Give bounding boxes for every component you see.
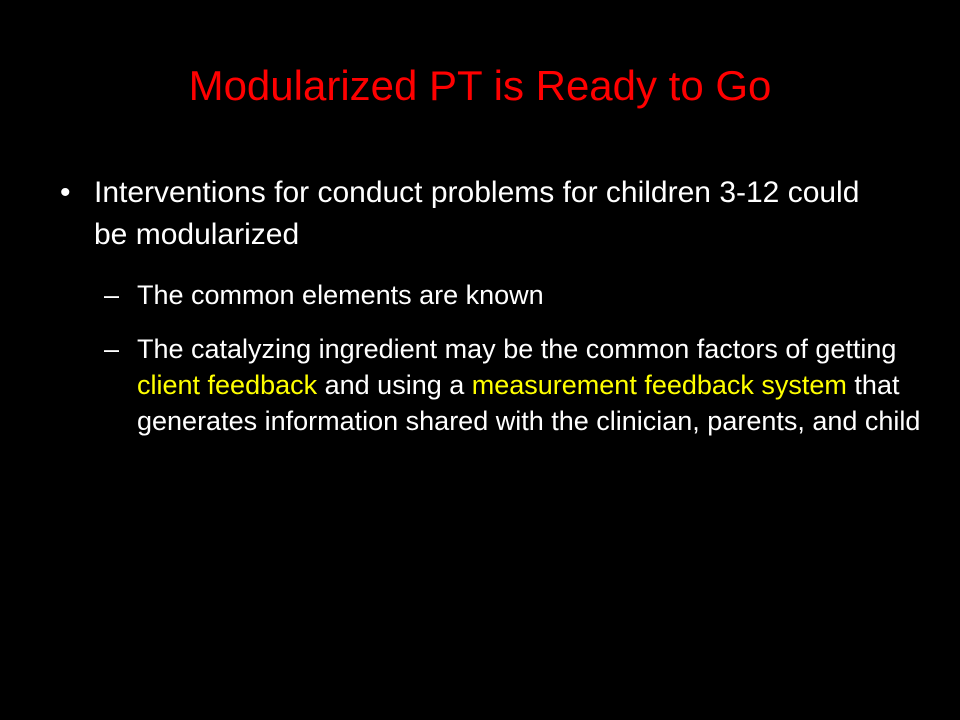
sub-bullet-marker: – <box>104 280 120 310</box>
bullet-item <box>60 172 880 256</box>
sub-bullet-text-part: and using a <box>317 370 472 400</box>
sub-bullet-text-part: that generates information shared with the clinician, parents, and child <box>137 370 921 436</box>
bullet-text: Interventions for conduct problems for children 3-12 could be modularized <box>94 176 860 251</box>
sub-bullet-text: The common elements are known <box>137 280 544 310</box>
highlight-measurement-feedback-system: measurement feedback system <box>471 370 847 400</box>
sub-bullet-item <box>104 331 924 439</box>
sub-bullet-text <box>137 331 924 439</box>
bullet-marker: • <box>60 176 71 209</box>
sub-bullet-marker: – <box>104 334 120 364</box>
slide-title: Modularized PT is Ready to Go <box>188 62 772 109</box>
sub-bullet-item <box>104 277 924 313</box>
sub-bullet-text-part: The catalyzing ingredient may be the common factors of getting <box>137 334 897 364</box>
highlight-client-feedback: client feedback <box>137 370 318 400</box>
